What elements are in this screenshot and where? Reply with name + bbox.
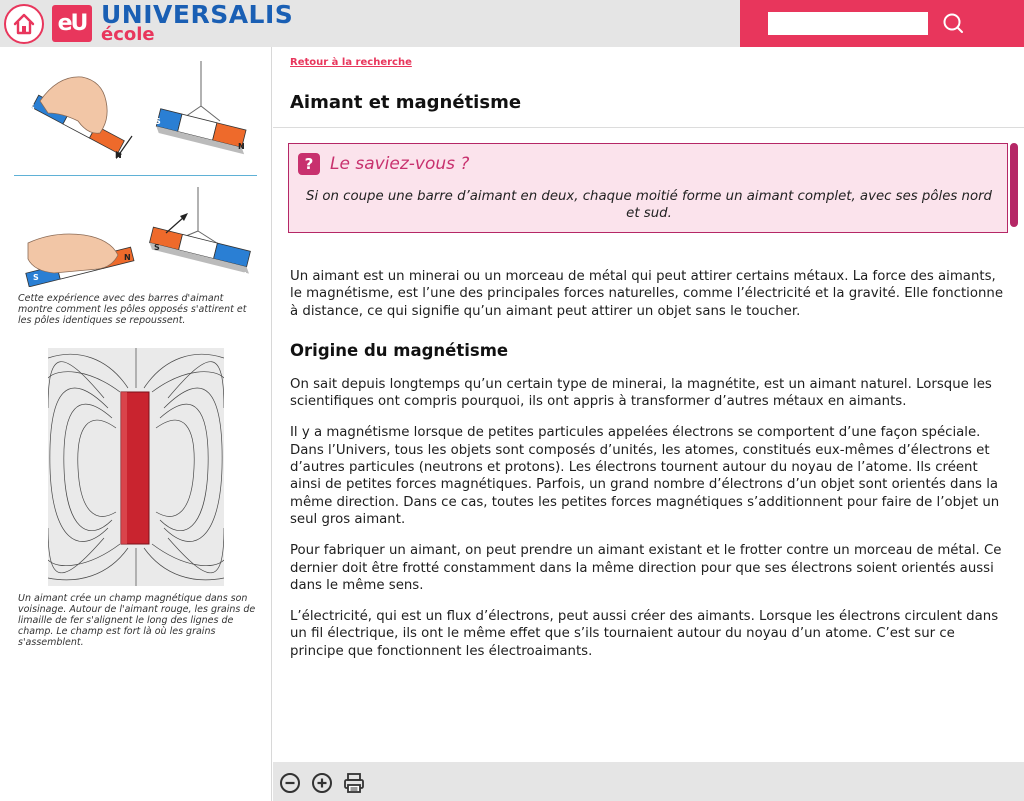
paragraph: L’électricité, qui est un flux d’électrons, peut aussi créer des aimants. Lorsque les électrons circulent dans un fil électrique, ils ont le même effet que s’ils tournaient autour du noyau d’un atome. C’est sur ce principe que fonctionnent les électroaimants. <box>290 609 999 659</box>
search-icon[interactable] <box>942 12 964 34</box>
bottom-toolbar <box>273 762 1024 801</box>
paragraph: On sait depuis longtemps qu’un certain type de minerai, la magnétite, est un aimant naturel. Lorsque les scientifiques ont compris pourquoi, ils ont appris à transformer d’autres métaux en aimants. <box>290 376 992 410</box>
app-header <box>0 0 1024 47</box>
figure-caption: Un aimant crée un champ magnétique dans son voisinage. Autour de l'aimant rouge, les grains de limaille de fer s'alignent le long des lignes de champ. Le champ est fort là où les grains s'assemblent. <box>18 593 256 648</box>
pole-label: S <box>155 117 161 126</box>
iron-filings-photo[interactable] <box>48 348 224 586</box>
logo-title[interactable]: UNIVERSALIS <box>101 0 294 29</box>
article-body <box>290 268 1006 674</box>
did-you-know-title: Le saviez-vous ? <box>330 154 470 174</box>
paragraph: Pour fabriquer un aimant, on peut prendre un aimant existant et le frotter contre un morceau de métal. Ce dernier doit être frotté constamment dans la même direction pour que ses électrons soient orientés aussi dans le même sens. <box>290 543 1002 593</box>
title-divider <box>273 127 1024 128</box>
did-you-know-box <box>288 143 1008 233</box>
scrollbar-thumb[interactable] <box>1010 143 1018 227</box>
pole-label: N <box>124 253 131 262</box>
search-zone <box>740 0 1024 47</box>
figure-caption: Cette expérience avec des barres d'aimant montre comment les pôles opposés s'attirent et les pôles identiques se repoussent. <box>18 293 247 326</box>
home-button[interactable] <box>4 4 44 44</box>
pole-label: N <box>238 142 245 151</box>
intro-paragraph: Un aimant est un minerai ou un morceau de métal qui peut attirer certains métaux. La force des aimants, le magnétisme, est l’une des principales forces naturelles, comme l’électricité et la gravité. Elle fonctionne à distance, ce qui signifie qu’un aimant peut attirer un objet sans le toucher. <box>290 269 1004 319</box>
section-title: Origine du magnétisme <box>290 340 509 360</box>
page-title: Aimant et magnétisme <box>290 92 522 113</box>
print-icon[interactable] <box>343 772 365 794</box>
illustrations-sidebar <box>0 47 272 801</box>
pole-label: S <box>154 243 160 252</box>
paragraph: Il y a magnétisme lorsque de petites particules appelées électrons se comportent d’une façon spéciale. Dans l’Univers, tous les objets sont composés d’unités, les atomes, constitués eux-mêmes d’électrons et d’autres particules (neutrons et protons). Les électrons tournent autour du noyau de l’atome. Ils créent ainsi de petites forces magnétiques. Parfois, un grand nombre d’électrons d’un objet sont orientés dans la même direction. Dans ce cas, toutes les petites forces magnétiques s’additionnent pour faire de l’objet un seul gros aimant. <box>290 425 1000 527</box>
logo-subtitle: école <box>101 24 155 45</box>
search-input[interactable] <box>768 12 928 35</box>
magnets-attract-illustration[interactable] <box>14 61 259 173</box>
figure-divider <box>14 175 257 176</box>
did-you-know-text: Si on coupe une barre d’aimant en deux, chaque moitié forme un aimant complet, avec ses pôles nord et sud. <box>306 189 992 221</box>
pole-label: N <box>115 151 122 160</box>
zoom-out-icon[interactable] <box>279 772 301 794</box>
pole-label: N <box>240 271 247 280</box>
magnets-repel-illustration[interactable] <box>14 187 259 287</box>
logo-badge[interactable]: eU <box>52 5 92 42</box>
home-icon <box>11 11 37 37</box>
back-to-search-link[interactable]: Retour à la recherche <box>290 57 412 68</box>
question-icon: ? <box>298 153 320 175</box>
pole-label: S <box>33 273 39 282</box>
zoom-in-icon[interactable] <box>311 772 333 794</box>
article-panel <box>273 47 1024 762</box>
pole-label: S <box>29 103 35 112</box>
